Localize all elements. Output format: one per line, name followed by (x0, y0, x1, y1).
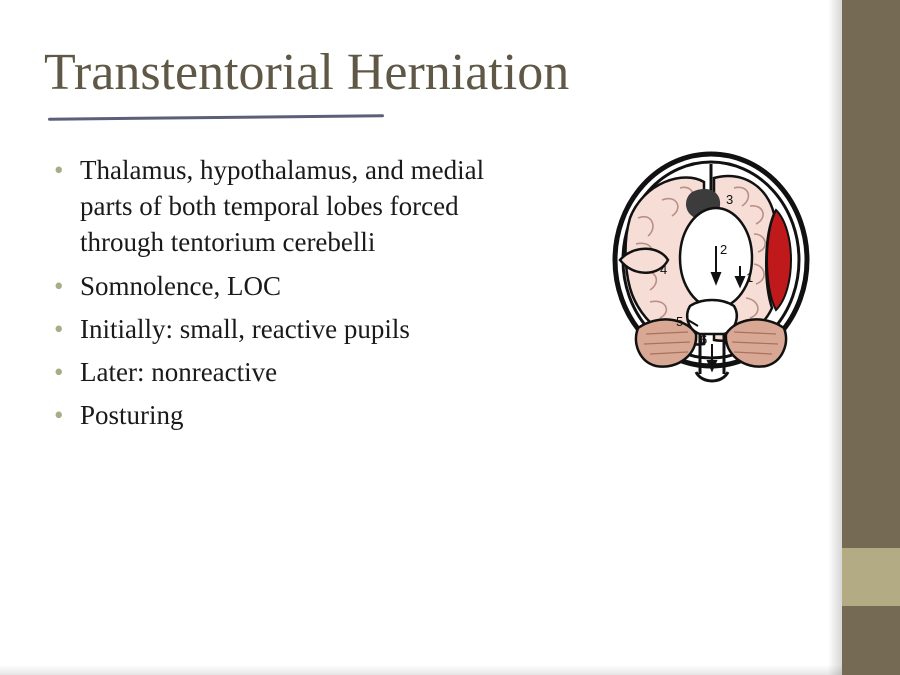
list-item (50, 354, 520, 390)
slide-bottom-shadow (0, 665, 842, 675)
list-item-text: Posturing (80, 400, 184, 431)
bullet-marker-icon: • (54, 356, 64, 387)
bullet-marker-icon: • (54, 313, 64, 344)
list-item-text: Later: nonreactive (80, 356, 278, 387)
bullet-list (50, 152, 520, 440)
bullet-marker-icon: • (54, 270, 64, 301)
list-item-text: Initially: small, reactive pupils (80, 313, 410, 344)
brain-herniation-diagram (604, 148, 819, 388)
list-item (50, 311, 520, 347)
list-item-text: Somnolence, LOC (80, 270, 281, 301)
title-underline (48, 114, 384, 121)
list-item (50, 152, 520, 261)
list-item-text: Thalamus, hypothalamus, and medial parts of both temporal lobes forced through tentorium cerebelli (80, 155, 485, 258)
list-item (50, 397, 520, 433)
figure-label-4: 4 (660, 262, 668, 277)
figure-label-5: 5 (676, 314, 684, 329)
slide-right-band-accent (842, 548, 900, 606)
bullet-marker-icon: • (54, 400, 64, 431)
bullet-marker-icon: • (54, 155, 64, 185)
slide-band-shadow (828, 0, 842, 675)
figure-label-6: 6 (700, 332, 708, 347)
list-item (50, 268, 520, 304)
figure-label-2: 2 (720, 242, 728, 257)
page-title: Transtentorial Herniation (44, 44, 570, 101)
figure-label-3: 3 (726, 192, 734, 207)
figure-label-1: 1 (746, 270, 754, 285)
